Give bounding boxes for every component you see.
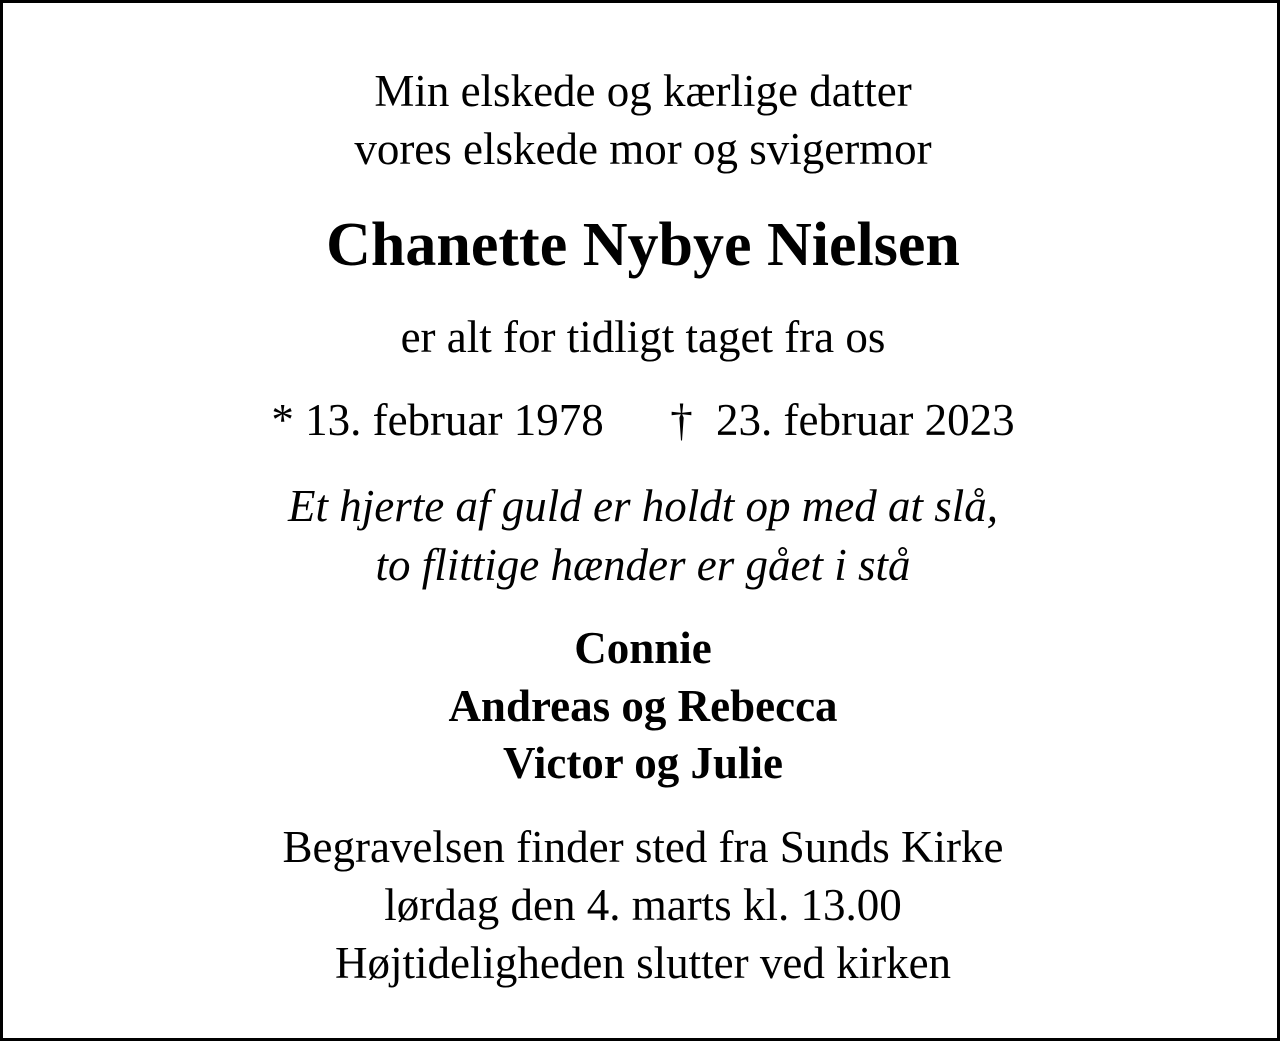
funeral-line-1: Begravelsen finder sted fra Sunds Kirke <box>282 822 1004 872</box>
deceased-name: Chanette Nybye Nielsen <box>326 211 960 279</box>
mourner-1: Connie <box>574 623 712 673</box>
birth-date: 13. februar 1978 <box>305 395 604 445</box>
mourner-3: Victor og Julie <box>503 738 783 788</box>
verse-line-1: Et hjerte af guld er holdt op med at slå, <box>288 481 998 531</box>
death-date: 23. februar 2023 <box>716 395 1015 445</box>
life-dates <box>3 395 1280 445</box>
subtitle: er alt for tidligt taget fra os <box>400 312 886 362</box>
intro-line-2: vores elskede mor og svigermor <box>354 124 932 174</box>
funeral-line-3: Højtideligheden slutter ved kirken <box>334 938 952 988</box>
death-symbol: † <box>670 395 693 445</box>
intro-line-1: Min elskede og kærlige datter <box>374 66 912 116</box>
funeral-line-2: lørdag den 4. marts kl. 13.00 <box>384 880 902 930</box>
birth-symbol: * <box>271 395 294 445</box>
verse-line-2: to flittige hænder er gået i stå <box>375 540 911 590</box>
mourner-2: Andreas og Rebecca <box>448 681 838 731</box>
